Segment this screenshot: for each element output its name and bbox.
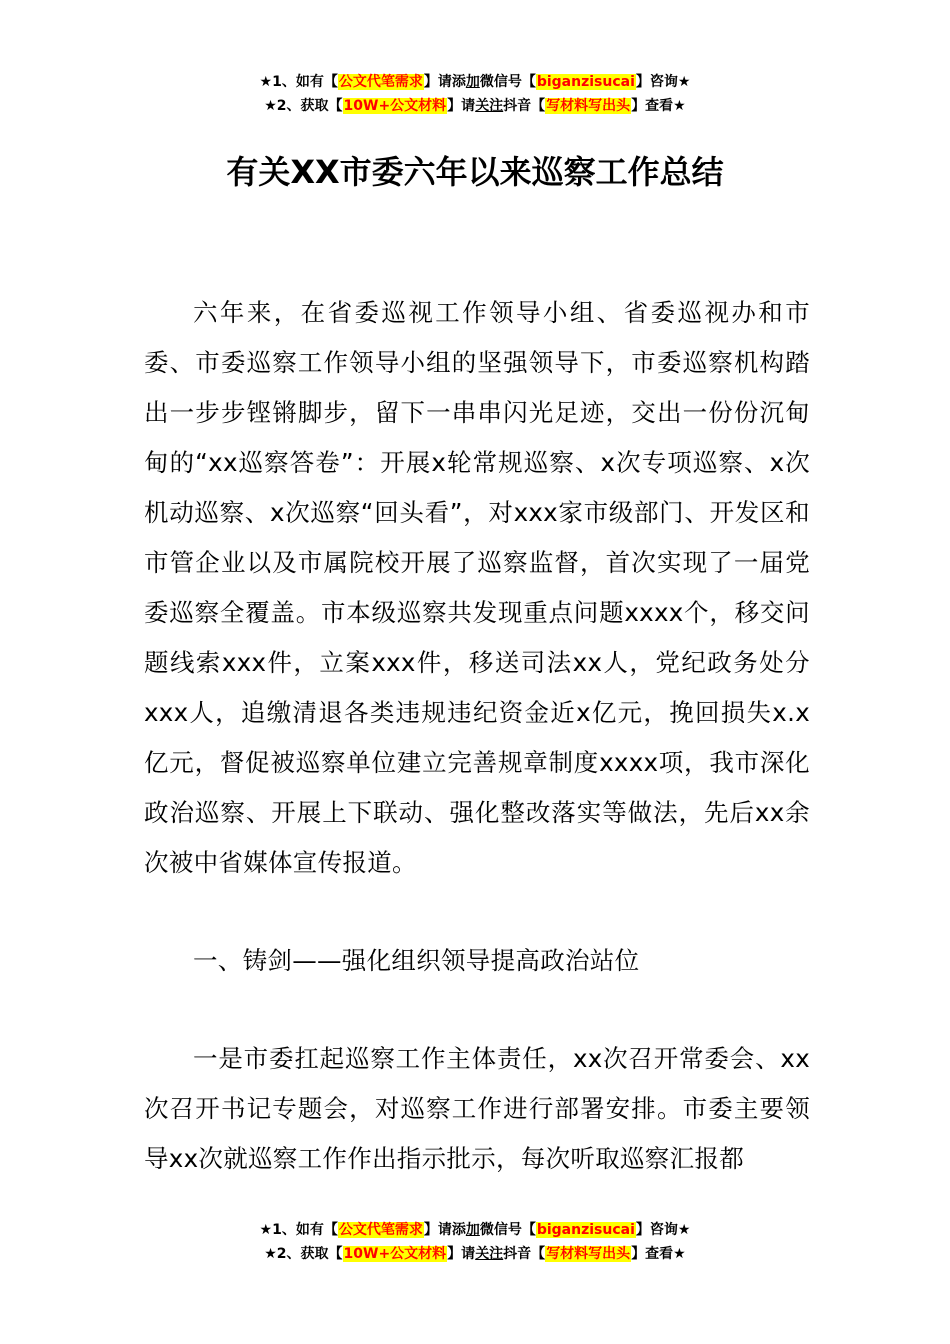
promo-text: 】查看★: [631, 98, 686, 114]
promo-text: 抖音【: [503, 98, 546, 114]
promo-underline: 关注: [475, 1246, 504, 1262]
promo-line-1: [0, 70, 950, 94]
promo-text: 】查看★: [631, 1246, 686, 1262]
document-title: 有关XX市委六年以来巡察工作总结: [226, 153, 724, 191]
promo-underline: 关注: [475, 98, 504, 114]
promo-text: ★2、获取【: [264, 98, 343, 114]
promo-line-2: [0, 94, 950, 118]
promo-underline: 加: [465, 74, 480, 90]
promo-highlight: 10W+公文材料: [343, 1246, 447, 1262]
promo-highlight: 写材料写出头: [546, 98, 631, 114]
promo-line-2: [0, 1242, 950, 1266]
section-heading: 一、铸剑——强化组织领导提高政治站位: [193, 946, 640, 975]
promo-underline: 加: [465, 1222, 480, 1238]
promo-highlight: biganzisucai: [536, 74, 635, 90]
promo-text: 】请添: [423, 74, 466, 90]
promo-text: 微信号【: [479, 1222, 536, 1238]
promo-line-1: [0, 1218, 950, 1242]
intro-paragraph: 六年来，在省委巡视工作领导小组、省委巡视办和市委、市委巡察工作领导小组的坚强领导下，市委巡察机构踏出一步步铿锵脚步，留下一串串闪光足迹，交出一份份沉甸甸的“xx巡察答卷”：开展x轮常规巡察、x次专项巡察、x次机动巡察、x次巡察“回头看”，对xxx家市级部门、开发区和市管企业以及市属院校开展了巡察监督，首次实现了一届党委巡察全覆盖。市本级巡察共发现重点问题xxxx个，移交问题线索xxx件，立案xxx件，移送司法xx人，党纪政务处分xxx人，追缴清退各类违规违纪资金近x亿元，挽回损失x.x亿元，督促被巡察单位建立完善规章制度xxxx项，我市深化政治巡察、开展上下联动、强化整改落实等做法，先后xx余次被中省媒体宣传报道。: [144, 298, 810, 877]
promo-text: 微信号【: [479, 74, 536, 90]
promo-text: 】请: [447, 98, 476, 114]
body-paragraph: 一是市委扛起巡察工作主体责任，xx次召开常委会、xx次召开书记专题会，对巡察工作进行部署安排。市委主要领导xx次就巡察工作作出指示批示，每次听取巡察汇报都: [144, 1044, 810, 1173]
promo-text: 抖音【: [503, 1246, 546, 1262]
promo-highlight: 公文代笔需求: [338, 1222, 423, 1238]
promo-footer: [0, 1218, 950, 1266]
promo-header: [0, 70, 950, 118]
promo-text: 】咨询★: [635, 1222, 691, 1238]
promo-highlight: biganzisucai: [536, 1222, 635, 1238]
promo-text: 】请: [447, 1246, 476, 1262]
promo-highlight: 写材料写出头: [546, 1246, 631, 1262]
promo-highlight: 10W+公文材料: [343, 98, 447, 114]
promo-text: ★1、如有【: [259, 74, 338, 90]
promo-text: 】咨询★: [635, 74, 691, 90]
promo-text: ★1、如有【: [259, 1222, 338, 1238]
promo-highlight: 公文代笔需求: [338, 74, 423, 90]
promo-text: 】请添: [423, 1222, 466, 1238]
promo-text: ★2、获取【: [264, 1246, 343, 1262]
